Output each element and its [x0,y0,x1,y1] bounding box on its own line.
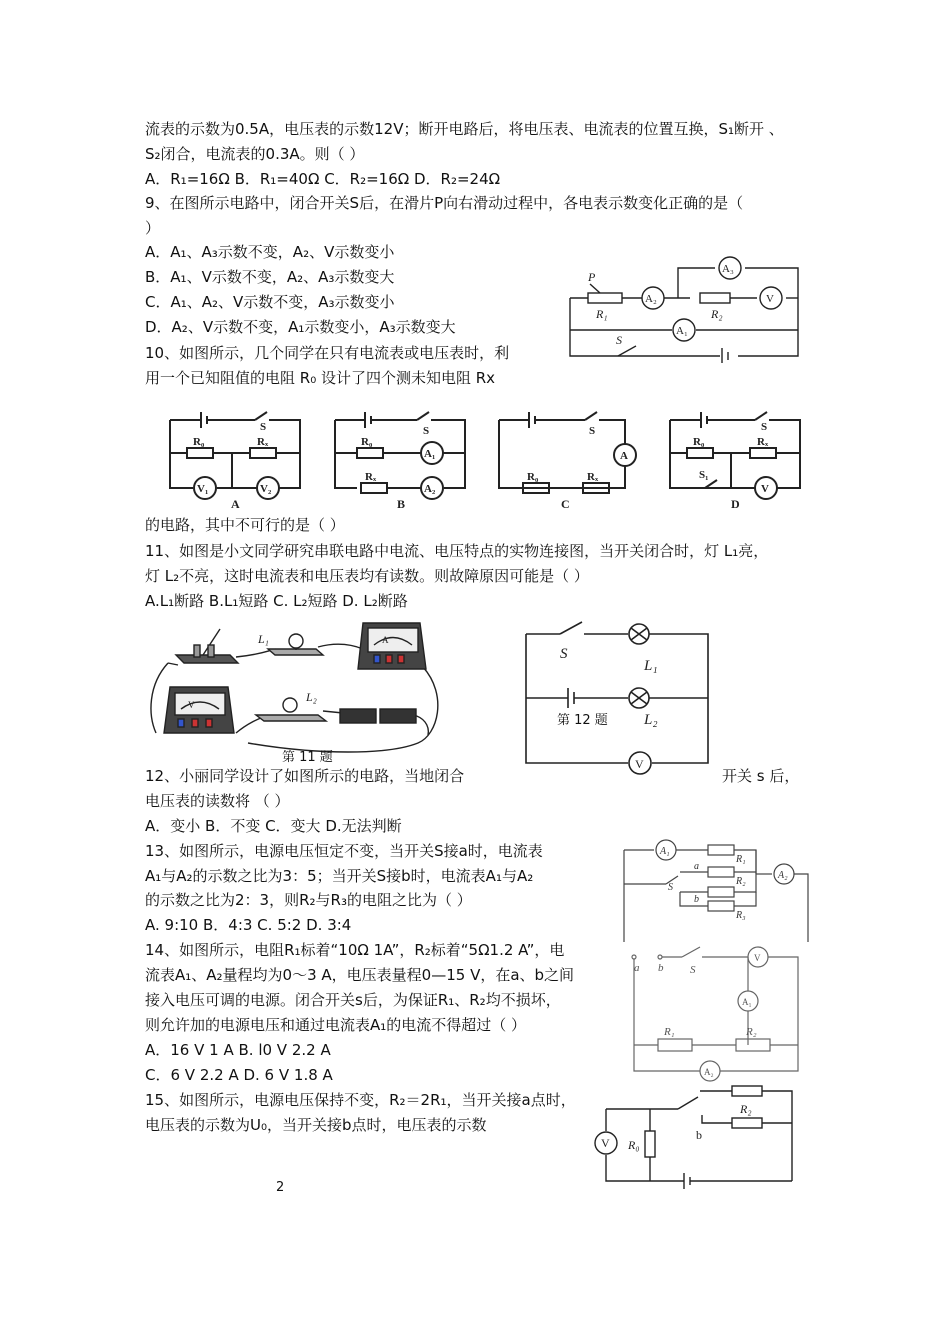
svg-text:R₂: R₂ [740,1102,752,1116]
svg-text:S: S [668,882,673,893]
svg-text:A₁: A₁ [742,997,752,1007]
svg-text:A₁: A₁ [660,846,670,857]
svg-text:Rₓ: Rₓ [257,436,269,448]
question-14: 14、如图所示，电阻R₁标着“10Ω 1A”，R₂标着“5Ω1.2 A”，电 [145,941,565,959]
circuit-diagram-q14 [620,935,805,1085]
svg-text:R₂: R₂ [711,307,723,321]
svg-text:V: V [188,700,195,710]
options-14: C．6 V 2.2 A D. 6 V 1.8 A [145,1066,333,1084]
svg-text:V: V [766,293,774,305]
svg-text:S: S [761,421,768,433]
svg-text:V₁: V₁ [197,483,209,495]
svg-text:a: a [694,861,699,872]
svg-text:L₂: L₂ [306,690,317,704]
circuit-diagrams-q10 [165,408,805,516]
svg-text:A₂: A₂ [424,483,436,495]
svg-text:S: S [260,421,267,433]
svg-text:Rₓ: Rₓ [757,436,769,448]
svg-text:a: a [634,962,640,974]
text-line: 的示数之比为2：3，则R₂与R₃的电阻之比为（ ） [145,891,472,909]
circuit-diagram-q15 [592,1083,802,1193]
svg-text:R₁: R₁ [596,307,608,321]
svg-text:S₁: S₁ [699,469,709,481]
svg-text:A₁: A₁ [424,448,436,460]
svg-text:A₁: A₁ [676,325,688,337]
text-line: A₁与A₂的示数之比为3：5；当开关S接b时，电流表A₁与A₂ [145,867,534,885]
question-9: 9、在图所示电路中，闭合开关S后，在滑片P向右滑动过程中，各电表示数变化正确的是（ [145,194,744,212]
question-15: 15、如图所示，电源电压保持不变，R₂＝2R₁，当开关接a点时， [145,1091,576,1109]
question-12: 12、小丽同学设计了如图所示的电路，当地闭合 [145,767,465,785]
question-11: 11、如图是小文同学研究串联电路中电流、电压特点的实物连接图，当开关闭合时，灯 L₁亮， [145,542,769,560]
svg-text:R₀: R₀ [527,471,539,483]
options-14: A．16 V 1 A B. l0 V 2.2 A [145,1041,331,1059]
svg-text:L₁: L₁ [258,632,269,646]
svg-text:b: b [694,894,699,905]
text-line: S₂闭合，电流表的0.3A。则（ ） [145,145,365,163]
svg-text:A: A [620,450,628,462]
svg-text:S: S [423,425,430,437]
option: C．A₁、A₂、V示数不变，A₃示数变小 [145,293,395,311]
option: D．A₂、V示数不变，A₁示数变小，A₃示数变大 [145,318,456,336]
options-12: A．变小 B．不变 C．变大 D.无法判断 [145,817,402,835]
svg-text:R₁: R₁ [736,854,746,865]
svg-text:A₂: A₂ [704,1067,714,1077]
circuit-label: A [231,497,240,511]
text-line: 的电路，其中不可行的是（ ） [145,516,345,534]
svg-text:S: S [560,646,568,662]
option: A．A₁、A₃示数不变，A₂、V示数变小 [145,243,395,261]
svg-text:Rₓ: Rₓ [587,471,599,483]
svg-text:R₀: R₀ [361,436,373,448]
physical-circuit-q11 [148,615,448,760]
circuit-label: B [397,497,406,511]
circuit-diagram-q12 [520,618,715,778]
text-line: 灯 L₂不亮，这时电流表和电压表均有读数。则故障原因可能是（ ） [145,567,589,585]
figure-caption: 第 11 题 [282,750,333,765]
text-line: 流表A₁、A₂量程均为0～3 A，电压表量程0—15 V，在a、b之间 [145,966,575,984]
svg-text:L₂: L₂ [644,712,658,728]
circuit-diagram-q9 [560,248,805,363]
svg-text:V: V [754,953,761,963]
circuit-label: C [561,497,570,511]
svg-text:R₂: R₂ [736,876,746,887]
svg-text:R₂: R₂ [746,1026,757,1038]
circuit-diagram-q13 [596,836,811,946]
svg-text:A: A [382,635,389,645]
circuit-label: D [731,497,740,511]
question-13: 13、如图所示，电源电压恒定不变，当开关S接a时，电流表 [145,842,543,860]
svg-text:S: S [616,333,622,347]
svg-text:A₂: A₂ [645,293,657,305]
text-line: 用一个已知阻值的电阻 R₀ 设计了四个测未知电阻 Rx [145,369,496,387]
svg-text:b: b [696,1128,702,1142]
svg-text:A₃: A₃ [722,263,734,275]
svg-text:V: V [601,1136,610,1150]
question-10: 10、如图所示，几个同学在只有电流表或电压表时，利 [145,344,510,362]
text-line: 开关 s 后， [722,767,800,785]
figure-caption: 第 12 题 [557,713,608,728]
page-number: 2 [276,1180,285,1195]
text-line: 则允许加的电源电压和通过电流表A₁的电流不得超过（ ） [145,1016,527,1034]
svg-text:R₃: R₃ [736,910,746,921]
svg-text:S: S [690,964,696,976]
svg-text:P: P [588,270,596,284]
svg-text:V₂: V₂ [260,483,272,495]
svg-text:R₀: R₀ [628,1138,640,1152]
options-11: A.L₁断路 B.L₁短路 C. L₂短路 D. L₂断路 [145,592,408,610]
svg-text:Rₓ: Rₓ [365,471,377,483]
text-line: 流表的示数为0.5A，电压表的示数12V；断开电路后，将电压表、电流表的位置互换，S₁断开 、 [145,120,784,138]
text-line: ） [145,219,161,237]
svg-text:R₀: R₀ [193,436,205,448]
svg-text:R₀: R₀ [693,436,705,448]
text-line: A．R₁=16Ω B．R₁=40Ω C．R₂=16Ω D．R₂=24Ω [145,170,501,188]
svg-text:R₁: R₁ [664,1026,675,1038]
svg-text:S: S [589,425,596,437]
svg-text:L₁: L₁ [644,658,658,674]
option: B．A₁、V示数不变，A₂、A₃示数变大 [145,268,395,286]
text-line: 电压表的示数为U₀，当开关接b点时，电压表的示数 [145,1116,487,1134]
text-line: 电压表的读数将 （ ） [145,792,290,810]
svg-text:V: V [635,757,644,771]
text-line: 接入电压可调的电源。闭合开关s后，为保证R₁、R₂均不损坏， [145,991,561,1009]
svg-text:V: V [761,483,769,495]
options-13: A. 9:10 B．4:3 C. 5:2 D. 3:4 [145,916,352,934]
svg-text:b: b [658,962,664,974]
svg-text:A₂: A₂ [778,870,788,881]
